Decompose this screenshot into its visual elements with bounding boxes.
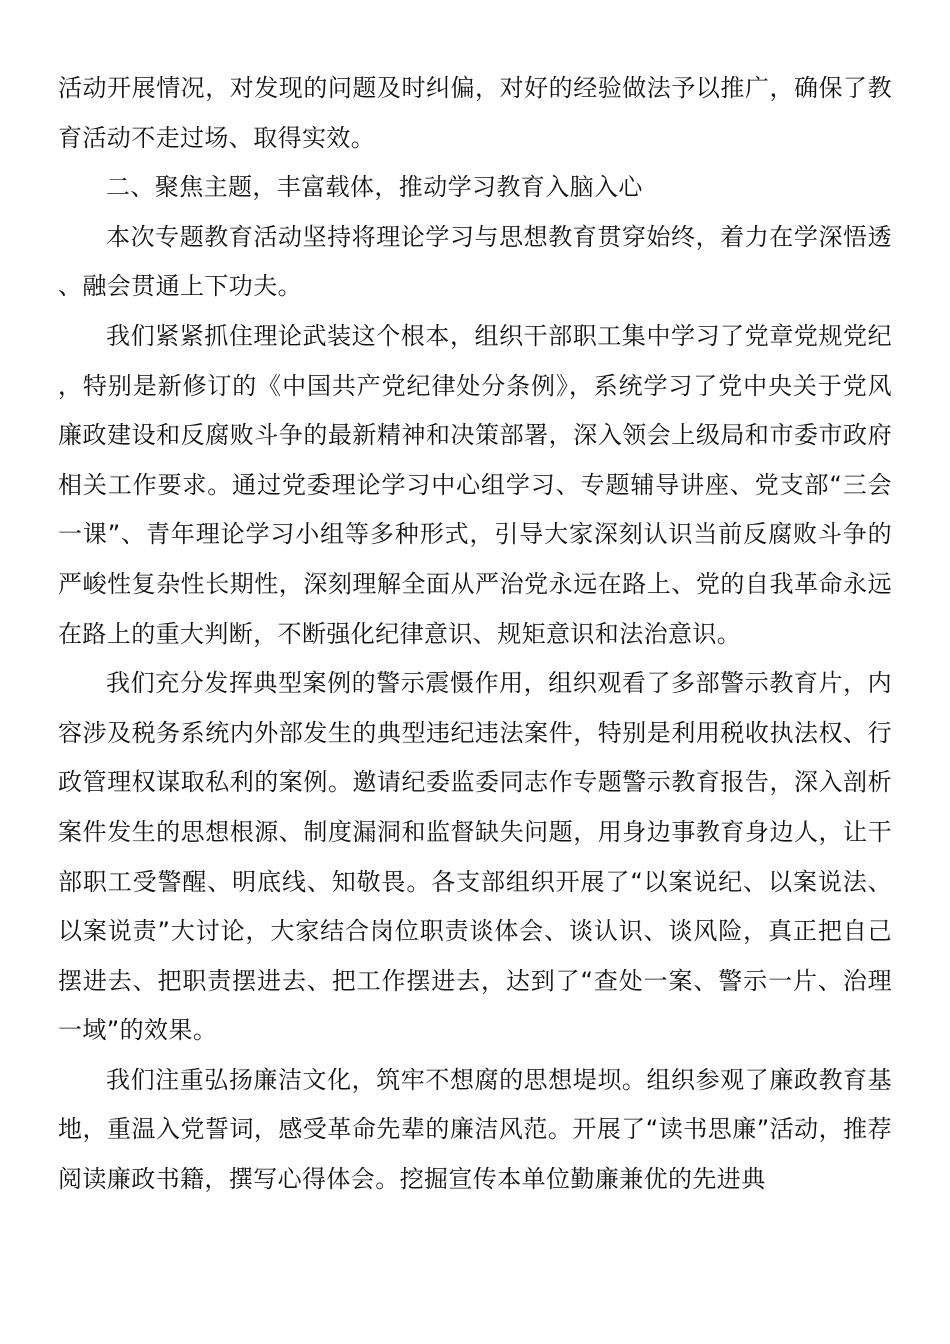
paragraph-case-warning: 我们充分发挥典型案例的警示震慑作用，组织观看了多部警示教育片，内容涉及税务系统内外部发生的典型违纪违法案件，特别是利用税收执法权、行政管理权谋取私利的案例。邀请纪委监委同志作专题警示教育报告，深入剖析案件发生的思想根源、制度漏洞和监督缺失问题，用身边事教育身边人，让干部职工受警醒、明底线、知敬畏。各支部组织开展了“以案说纪、以案说法、以案说责”大讨论，大家结合岗位职责谈体会、谈认识、谈风险，真正把自己摆进去、把职责摆进去、把工作摆进去，达到了“查处一案、警示一片、治理一域”的效果。 [58,669,892,1045]
paragraph-continuation: 活动开展情况，对发现的问题及时纠偏，对好的经验做法予以推广，确保了教育活动不走过场、取得实效。 [58,74,892,152]
paragraph-clean-culture: 我们注重弘扬廉洁文化，筑牢不想腐的思想堤坝。组织参观了廉政教育基地，重温入党誓词，感受革命先辈的廉洁风范。开展了“读书思廉”活动，推荐阅读廉政书籍，撰写心得体会。挖掘宣传本单位勤廉兼优的先进典 [58,1065,892,1194]
section-heading: 二、聚焦主题，丰富载体，推动学习教育入脑入心 [106,173,643,202]
paragraph-theory-study: 我们紧紧抓住理论武装这个根本，组织干部职工集中学习了党章党规党纪，特别是新修订的《中国共产党纪律处分条例》，系统学习了党中央关于党风廉政建设和反腐败斗争的最新精神和决策部署，深入领会上级局和市委市政府相关工作要求。通过党委理论学习中心组学习、专题辅导讲座、党支部“三会一课”、青年理论学习小组等多种形式，引导大家深刻认识当前反腐败斗争的严峻性复杂性长期性，深刻理解全面从严治党永远在路上、党的自我革命永远在路上的重大判断，不断强化纪律意识、规矩意识和法治意识。 [58,321,892,648]
paragraph-intro: 本次专题教育活动坚持将理论学习与思想教育贯穿始终，着力在学深悟透、融会贯通上下功夫。 [58,222,892,301]
document-body [58,64,892,1205]
